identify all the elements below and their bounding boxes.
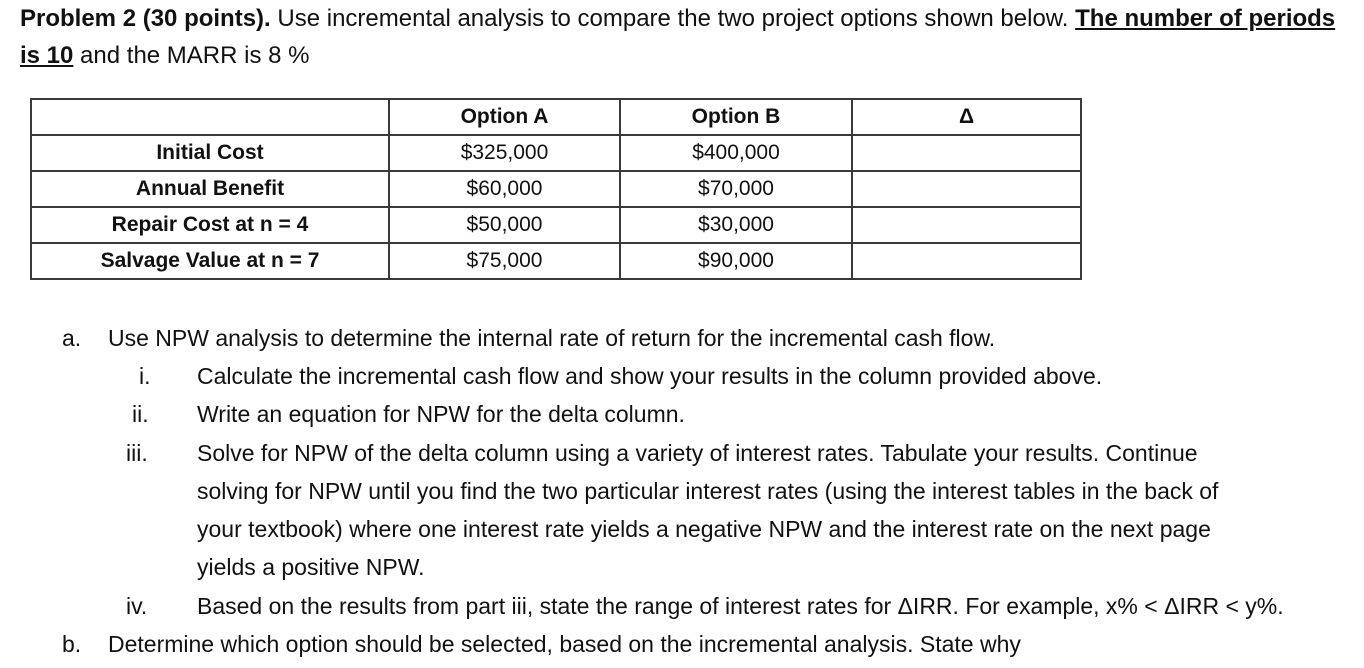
question-b-marker: b.: [62, 631, 82, 657]
question-a-text: Use NPW analysis to determine the internal rate of return for the incremental cash flow.: [108, 325, 996, 351]
item-iii-line-2: solving for NPW until you find the two particular interest rates (using the interest tables in the back of: [197, 478, 1219, 504]
header-blank: [31, 99, 389, 135]
delta-cell[interactable]: [852, 207, 1081, 243]
header-delta: Δ: [852, 99, 1081, 135]
question-b-text: Determine which option should be selected, based on the incremental analysis. State why: [108, 631, 1021, 657]
question-a-marker: a.: [62, 325, 82, 351]
item-ii-marker: ii.: [132, 401, 149, 427]
header-option-a: Option A: [389, 99, 620, 135]
item-iii-marker: iii.: [126, 440, 148, 466]
problem-periods-emphasis: The number of periods is 10: [20, 5, 1336, 69]
row-label: Annual Benefit: [31, 171, 389, 207]
problem-intro: Use incremental analysis to compare the two project options shown below.: [270, 5, 1076, 32]
table-header-row: [31, 99, 1081, 135]
item-ii-text: Write an equation for NPW for the delta column.: [197, 401, 685, 427]
row-label: Initial Cost: [31, 135, 389, 171]
cash-flow-table: [30, 98, 1082, 280]
row-label: Repair Cost at n = 4: [31, 207, 389, 243]
option-b-value: $70,000: [620, 171, 852, 207]
item-i-text: Calculate the incremental cash flow and show your results in the column provided above.: [197, 363, 1103, 389]
item-iv-text: Based on the results from part iii, state the range of interest rates for ΔIRR. For example, x% < ΔIRR < y%.: [197, 593, 1284, 619]
item-i-marker: i.: [139, 363, 151, 389]
table-row: [31, 207, 1081, 243]
table-row: [31, 135, 1081, 171]
item-iii-line-4: yields a positive NPW.: [197, 554, 425, 580]
problem-marr: and the MARR is 8 %: [73, 42, 310, 69]
option-b-value: $30,000: [620, 207, 852, 243]
option-a-value: $60,000: [389, 171, 620, 207]
item-iv-marker: iv.: [126, 593, 148, 619]
delta-cell[interactable]: [852, 243, 1081, 279]
option-b-value: $400,000: [620, 135, 852, 171]
delta-cell[interactable]: [852, 171, 1081, 207]
row-label: Salvage Value at n = 7: [31, 243, 389, 279]
option-a-value: $325,000: [389, 135, 620, 171]
option-a-value: $50,000: [389, 207, 620, 243]
header-option-b: Option B: [620, 99, 852, 135]
problem-title: Problem 2 (30 points).: [20, 5, 271, 32]
table-row: [31, 243, 1081, 279]
delta-cell[interactable]: [852, 135, 1081, 171]
problem-heading: [20, 0, 1350, 74]
option-a-value: $75,000: [389, 243, 620, 279]
item-iii-line-3: your textbook) where one interest rate yields a negative NPW and the interest rate on the next page: [197, 516, 1211, 542]
table-row: [31, 171, 1081, 207]
item-iii-line-1: Solve for NPW of the delta column using a variety of interest rates. Tabulate your results. Continue: [197, 440, 1198, 466]
option-b-value: $90,000: [620, 243, 852, 279]
